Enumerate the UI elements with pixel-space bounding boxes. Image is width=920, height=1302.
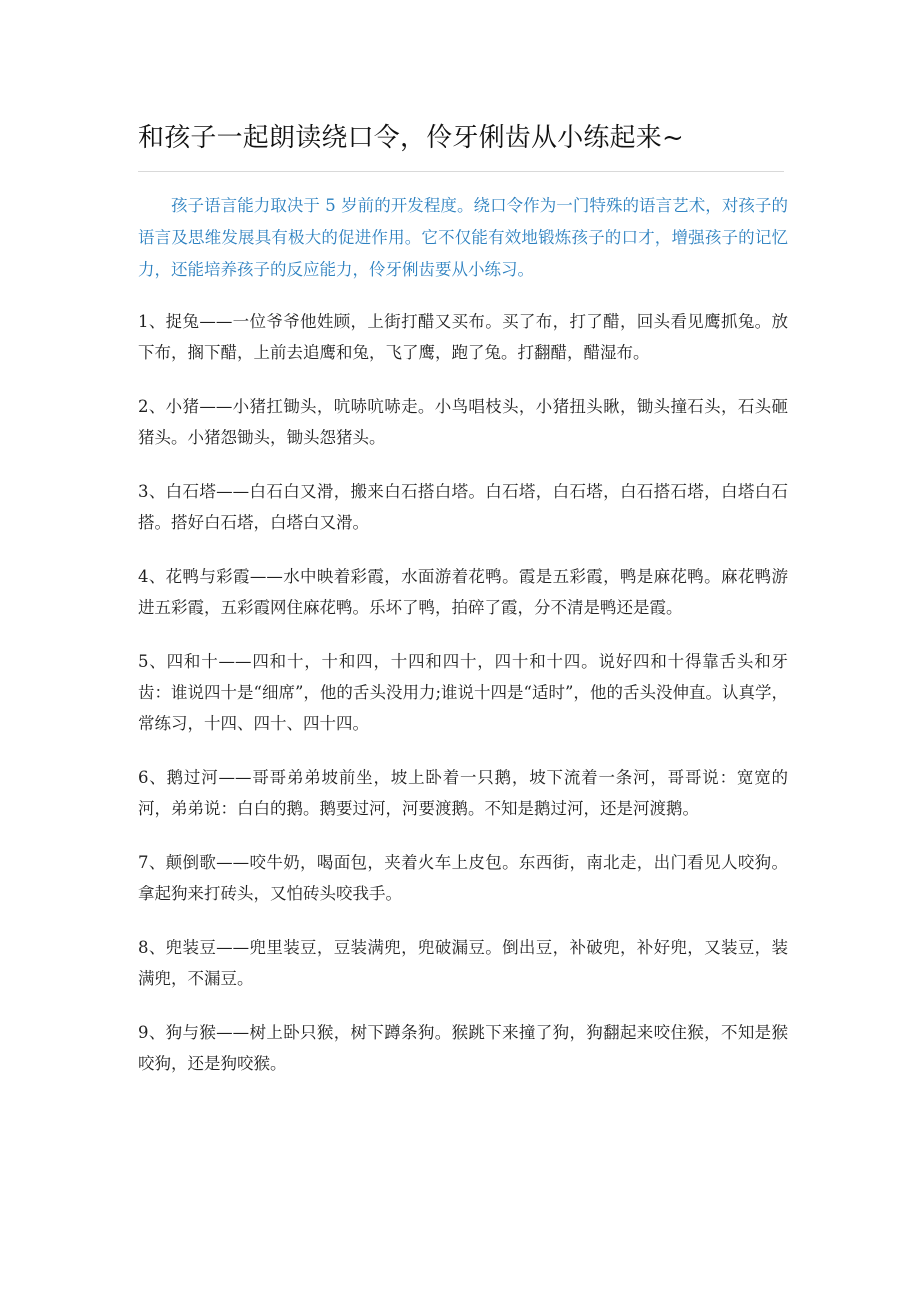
tongue-twister-item-3: 3、白石塔——白石白又滑，搬来白石搭白塔。白石塔，白石塔，白石搭石塔，白塔白石搭。搭好白石塔，白塔白又滑。 xyxy=(138,482,788,532)
tongue-twister-item-9: 9、狗与猴——树上卧只猴，树下蹲条狗。猴跳下来撞了狗，狗翻起来咬住猴，不知是猴咬狗，还是狗咬猴。 xyxy=(138,1023,788,1073)
tongue-twister-item-4: 4、花鸭与彩霞——水中映着彩霞，水面游着花鸭。霞是五彩霞，鸭是麻花鸭。麻花鸭游进五彩霞，五彩霞网住麻花鸭。乐坏了鸭，拍碎了霞，分不清是鸭还是霞。 xyxy=(138,567,788,617)
intro-paragraph: 孩子语言能力取决于 5 岁前的开发程度。绕口令作为一门特殊的语言艺术，对孩子的语言及思维发展具有极大的促进作用。它不仅能有效地锻炼孩子的口才，增强孩子的记忆力，还能培养孩子的反应能力，伶牙俐齿要从小练习。 xyxy=(138,196,788,279)
title-divider xyxy=(138,171,784,172)
tongue-twister-item-7: 7、颠倒歌——咬牛奶，喝面包，夹着火车上皮包。东西街，南北走，出门看见人咬狗。拿起狗来打砖头，又怕砖头咬我手。 xyxy=(138,853,788,903)
tongue-twister-item-5: 5、四和十——四和十，十和四，十四和四十，四十和十四。说好四和十得靠舌头和牙齿：谁说四十是“细席”，他的舌头没用力;谁说十四是“适时”，他的舌头没伸直。认真学，常练习，十四、四十、四十四。 xyxy=(138,652,788,733)
tongue-twister-item-1: 1、捉兔——一位爷爷他姓顾，上街打醋又买布。买了布，打了醋，回头看见鹰抓兔。放下布，搁下醋，上前去追鹰和兔，飞了鹰，跑了兔。打翻醋，醋湿布。 xyxy=(138,312,788,362)
document-title: 和孩子一起朗读绕口令，伶牙俐齿从小练起来~ xyxy=(138,123,684,153)
tongue-twister-item-6: 6、鹅过河——哥哥弟弟坡前坐，坡上卧着一只鹅，坡下流着一条河，哥哥说：宽宽的河，弟弟说：白白的鹅。鹅要过河，河要渡鹅。不知是鹅过河，还是河渡鹅。 xyxy=(138,768,788,818)
tongue-twister-item-8: 8、兜装豆——兜里装豆，豆装满兜，兜破漏豆。倒出豆，补破兜，补好兜，又装豆，装满兜，不漏豆。 xyxy=(138,938,788,988)
tongue-twister-item-2: 2、小猪——小猪扛锄头，吭哧吭哧走。小鸟唱枝头，小猪扭头瞅，锄头撞石头，石头砸猪头。小猪怨锄头，锄头怨猪头。 xyxy=(138,397,788,447)
tongue-twister-list xyxy=(138,306,788,1102)
